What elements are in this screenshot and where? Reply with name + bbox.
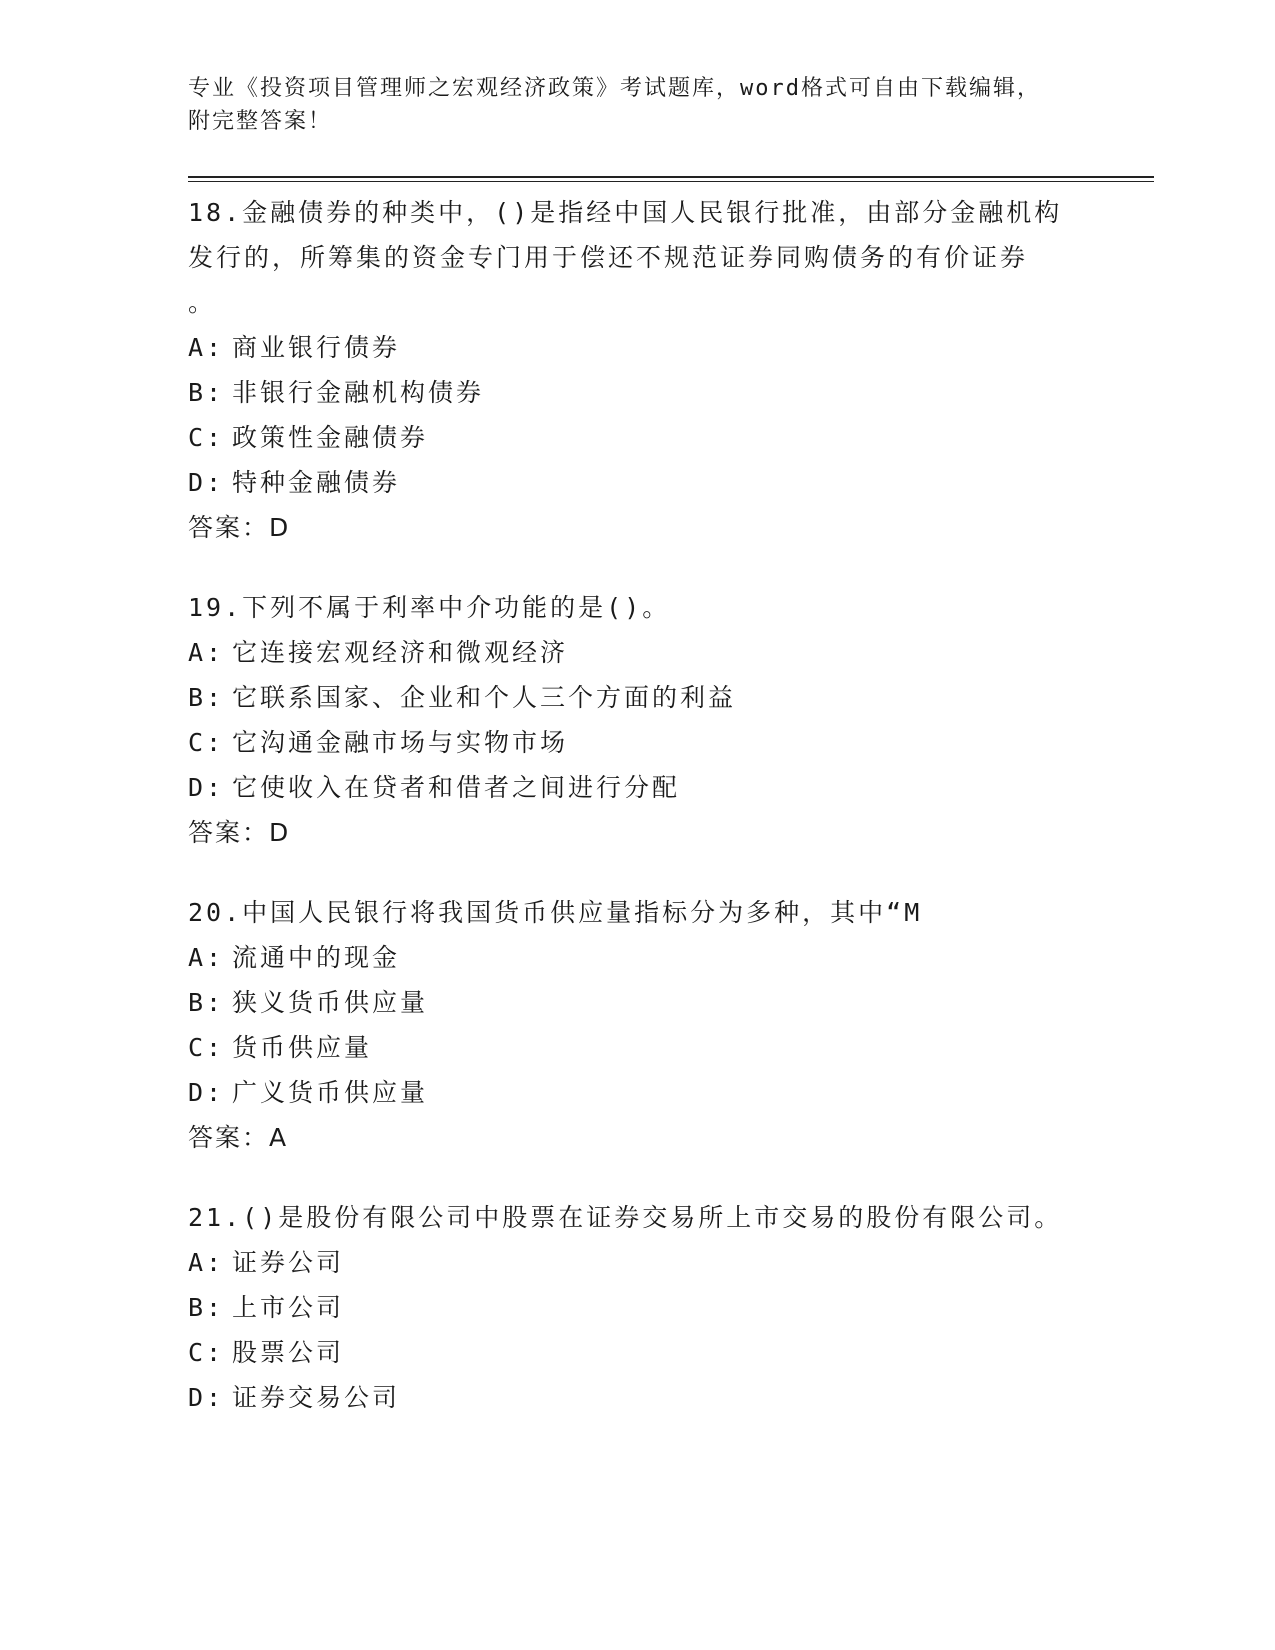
option-b [188,675,1088,720]
option-c [188,1025,1088,1070]
option-key: D: [188,1078,225,1107]
question-stem-line: 18.金融债券的种类中，()是指经中国人民银行批准，由部分金融机构 [188,198,1063,227]
question-18 [188,190,1088,550]
option-c [188,415,1088,460]
option-d [188,460,1088,505]
option-key: A: [188,1248,225,1277]
header-line-1: 专业《投资项目管理师之宏观经济政策》考试题库，word格式可自由下载编辑， [188,76,1041,101]
option-text: 上市公司 [232,1293,345,1322]
option-a [188,1240,1088,1285]
option-a [188,935,1088,980]
answer-line: 答案：D [188,818,291,847]
option-text: 它沟通金融市场与实物市场 [232,728,569,757]
option-key: C: [188,728,225,757]
option-key: C: [188,1033,225,1062]
option-text: 它使收入在贷者和借者之间进行分配 [232,773,681,802]
question-stem-line: 发行的，所筹集的资金专门用于偿还不规范证券同购债务的有价证券 [188,243,1029,272]
option-key: B: [188,378,225,407]
option-text: 特种金融债券 [232,468,401,497]
header-divider-thick [188,176,1154,178]
question-list [188,190,1088,1455]
option-b [188,980,1088,1025]
option-key: B: [188,1293,225,1322]
option-text: 它联系国家、企业和个人三个方面的利益 [232,683,737,712]
option-key: B: [188,683,225,712]
document-header [188,72,1088,138]
option-key: D: [188,468,225,497]
option-text: 政策性金融债券 [232,423,429,452]
option-text: 证券交易公司 [232,1383,401,1412]
option-a [188,325,1088,370]
option-text: 证券公司 [232,1248,345,1277]
header-divider-thin [188,181,1154,182]
question-19 [188,585,1088,855]
option-text: 商业银行债券 [232,333,401,362]
option-key: D: [188,773,225,802]
option-c [188,720,1088,765]
question-21 [188,1195,1088,1420]
option-key: A: [188,943,225,972]
answer-line: 答案：A [188,1123,289,1152]
question-stem-line: 20.中国人民银行将我国货币供应量指标分为多种，其中“M [188,898,923,927]
option-a [188,630,1088,675]
option-text: 流通中的现金 [232,943,401,972]
option-text: 狭义货币供应量 [232,988,429,1017]
option-key: A: [188,638,225,667]
question-stem-line: 19.下列不属于利率中介功能的是()。 [188,593,671,622]
header-line-2: 附完整答案！ [188,109,333,134]
option-text: 广义货币供应量 [232,1078,429,1107]
option-key: C: [188,1338,225,1367]
question-stem-line: 。 [188,288,217,317]
option-key: B: [188,988,225,1017]
option-d [188,1375,1088,1420]
option-b [188,1285,1088,1330]
option-b [188,370,1088,415]
option-c [188,1330,1088,1375]
option-text: 它连接宏观经济和微观经济 [232,638,569,667]
answer-line: 答案：D [188,513,291,542]
option-text: 货币供应量 [232,1033,373,1062]
option-key: D: [188,1383,225,1412]
question-stem-line: 21.()是股份有限公司中股票在证券交易所上市交易的股份有限公司。 [188,1203,1063,1232]
option-text: 股票公司 [232,1338,345,1367]
option-text: 非银行金融机构债券 [232,378,485,407]
option-d [188,1070,1088,1115]
option-key: A: [188,333,225,362]
question-20 [188,890,1088,1160]
option-d [188,765,1088,810]
option-key: C: [188,423,225,452]
